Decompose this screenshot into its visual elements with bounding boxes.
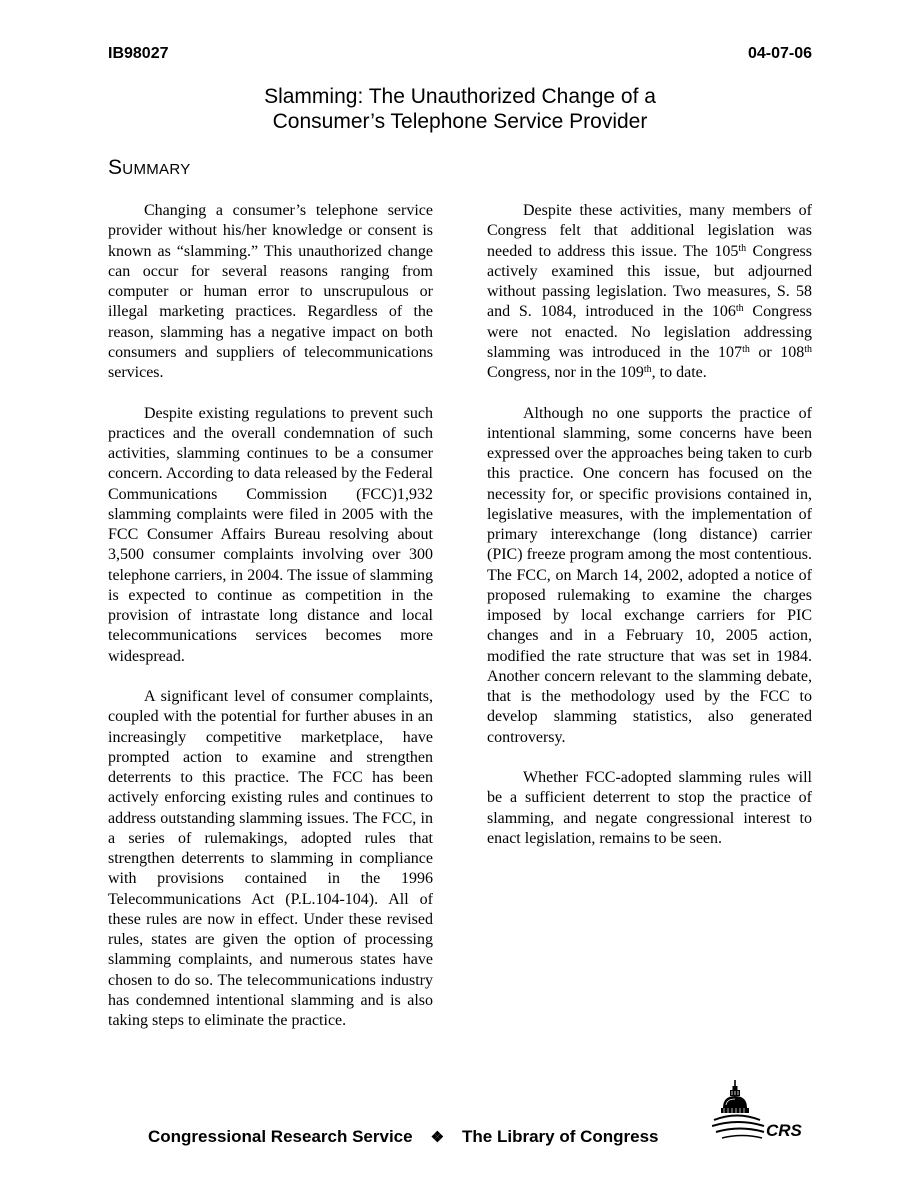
section-heading-summary: Summary	[108, 156, 191, 179]
footer-library-name: The Library of Congress	[462, 1127, 659, 1146]
paragraph-complaints: Despite existing regulations to prevent such practices and the overall condemnation of such activities, slamming continues to be a consumer concern. According to data released by the Federal Communications Commission (FCC)1,932 slamming complaints were filed in 2005 with the FCC Consumer Affairs Bureau resolving about 3,500 consumer complaints involving over 300 telephone carriers, in 2004. The issue of slamming is expected to continue as competition in the provision of intrastate long distance and local telecommunications services becomes more widespread.	[108, 404, 433, 665]
paragraph-fcc-actions: A significant level of consumer complaints, coupled with the potential for further abuses in an increasingly competitive marketplace, have prompted action to examine and strengthen deterrents to this practice. The FCC has been actively enforcing existing rules and continues to address outstanding slamming issues. The FCC, in a series of rulemakings, adopted rules that strengthen deterrents to slamming in compliance with provisions contained in the 1996 Telecommunications Act (P.L.104-104). All of these rules are now in effect. Under these revised rules, states are given the option of processing slamming complaints, and numerous states have chosen to do so. The telecommunications industry has condemned intentional slamming and is also taking steps to eliminate the practice.	[108, 688, 433, 1029]
footer	[148, 1126, 659, 1149]
footer-crs-name: Congressional Research Service	[148, 1127, 413, 1146]
page-title-line-1: Slamming: The Unauthorized Change of a	[264, 85, 656, 108]
right-column	[487, 201, 812, 869]
diamond-separator-icon: ❖	[430, 1129, 445, 1146]
paragraph-definition: Changing a consumer’s telephone service provider without his/her knowledge or consent is known as “slamming.” This unauthorized change can occur for several reasons ranging from computer or human error to unscrupulous or illegal marketing practices. Regardless of the reason, slamming has a negative impact on both consumers and suppliers of telecommunications services.	[108, 202, 433, 381]
page-title-line-2: Consumer’s Telephone Service Provider	[272, 110, 648, 133]
left-column	[108, 201, 433, 1052]
crs-capitol-logo	[712, 1078, 812, 1148]
paragraph-conclusion: Whether FCC-adopted slamming rules will be a sufficient deterrent to stop the practice of slamming, and negate congressional interest to enact legislation, remains to be seen.	[487, 769, 812, 847]
page-title	[0, 84, 920, 134]
document-id: IB98027	[108, 45, 169, 62]
paragraph-congress: Despite these activities, many members of Congress felt that additional legislation was needed to address this issue. The 105th Congress actively examined this issue, but adjourned without passing legislation. Two measures, S. 58 and S. 1084, introduced in the 106th Congress were not enacted. No legislation addressing slamming was introduced in the 107th or 108th Congress, nor in the 109th, to date.	[487, 202, 813, 381]
paragraph-concerns: Although no one supports the practice of intentional slamming, some concerns have been expressed over the approaches being taken to curb this practice. One concern has focused on the necessity for, or specific provisions contained in, legislative measures, with the implementation of primary interexchange (long distance) carrier (PIC) freeze program among the most contentious. The FCC, on March 14, 2002, adopted a notice of proposed rulemaking to examine the charges imposed by local exchange carriers for PIC changes and in a February 10, 2005 action, modified the rate structure that was set in 1984. Another concern relevant to the slamming debate, that is the methodology used by the FCC to develop slamming statistics, also generated controversy.	[487, 404, 812, 746]
document-date: 04-07-06	[747, 45, 812, 62]
crs-logo-text: CRS	[766, 1121, 802, 1140]
